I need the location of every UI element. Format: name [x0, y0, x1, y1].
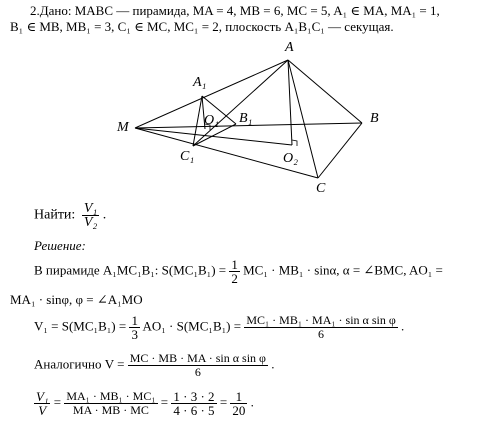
solution-line-5-eq-1: =	[53, 394, 62, 410]
find-line	[34, 202, 106, 229]
solution-line-5-fraction-1	[34, 390, 50, 417]
label-B: B	[370, 111, 379, 126]
solution-line-5-f3-num: 1 · 3 · 2	[173, 389, 215, 404]
problem-statement-line-2: B₁ ∈ MB, MB₁ = 3, C₁ ∈ MC, MC₁ = 2, плоскость A₁B₁C₁ — секущая.	[10, 19, 394, 34]
find-label: Найти:	[34, 207, 76, 223]
find-fraction-den: V₂	[83, 215, 98, 230]
solution-line-3-tail: .	[401, 318, 405, 334]
solution-line-5-eq-2: =	[160, 394, 169, 410]
solution-line-5-f1-num: V₁	[36, 389, 49, 404]
solution-line-5-fraction-3	[171, 390, 216, 417]
find-tail: .	[102, 207, 107, 223]
solution-line-5-fraction-4	[230, 390, 247, 417]
solution-line-5-tail: .	[250, 394, 254, 410]
solution-line-4-frac-den: 6	[194, 365, 201, 379]
solution-line-3-prefix: V₁ = S(MC₁B₁) =	[34, 318, 127, 334]
solution-line-5-f4-den: 20	[232, 403, 246, 418]
solution-heading: Решение:	[34, 238, 86, 253]
solution-line-1	[34, 258, 443, 285]
solution-line-5-f4-num: 1	[230, 390, 247, 404]
label-B1: B₁	[239, 111, 253, 126]
solution-line-3	[34, 314, 404, 341]
segment-C1-A	[193, 60, 288, 146]
solution-line-3-frac1-num: 1	[131, 313, 138, 328]
solution-line-5-f2-num: MA₁ · MB₁ · MC₁	[66, 389, 156, 403]
solution-line-5-f1-den: V	[38, 403, 47, 418]
label-A1: A₁	[193, 75, 207, 90]
problem-statement-line-1: 2.Дано: MABC — пирамида, MA = 4, MB = 6, MC = 5, A₁ ∈ MA, MA₁ = 1,	[30, 3, 440, 18]
solution-line-3-fraction-2	[244, 314, 397, 341]
label-O1: O₁	[204, 113, 219, 128]
find-fraction-num: V₁	[83, 201, 98, 216]
solution-line-2: MA₁ · sinφ, φ = ∠A₁MO	[10, 292, 143, 307]
solution-line-1-fraction	[229, 258, 240, 285]
solution-line-5	[34, 390, 254, 417]
solution-line-3-frac2-den: 6	[318, 327, 325, 341]
solution-line-4-tail: .	[271, 356, 275, 372]
solution-line-1-frac-den: 2	[231, 271, 238, 286]
label-O2: O₂	[283, 151, 298, 166]
label-C: C	[316, 181, 326, 196]
label-M: M	[117, 120, 129, 135]
solution-line-4	[34, 352, 274, 379]
solution-line-3-frac2-num: MC₁ · MB₁ · MA₁ · sin α sin φ	[246, 313, 396, 327]
solution-line-3-fraction-1	[129, 314, 140, 341]
solution-line-5-fraction-2	[64, 390, 157, 417]
label-A: A	[285, 40, 294, 55]
solution-line-5-f2-den: MA · MB · MC	[72, 403, 149, 417]
solution-line-1-frac-num: 1	[231, 257, 238, 272]
solution-line-4-fraction	[128, 352, 268, 379]
segment-MO2	[135, 128, 292, 145]
solution-line-5-f3-den: 4 · 6 · 5	[173, 403, 215, 418]
edge-BC	[318, 123, 362, 178]
solution-line-3-mid: AO₁ · S(MC₁B₁) =	[142, 318, 242, 334]
solution-line-3-frac1-den: 3	[131, 327, 138, 342]
solution-line-1-suffix: MC₁ · MB₁ · sinα, α = ∠BMC, AO₁ =	[243, 262, 443, 278]
solution-line-5-eq-3: =	[219, 394, 228, 410]
solution-line-4-frac-num: MC · MB · MA · sin α sin φ	[129, 351, 266, 365]
right-angle-mark-O2	[292, 140, 297, 146]
label-C1: C₁	[180, 149, 195, 164]
solution-line-1-prefix: В пирамиде A₁MC₁B₁: S(MC₁B₁) =	[34, 262, 227, 278]
find-fraction	[82, 202, 99, 229]
solution-line-4-prefix: Аналогично V =	[34, 356, 125, 372]
edge-AB	[288, 60, 362, 123]
